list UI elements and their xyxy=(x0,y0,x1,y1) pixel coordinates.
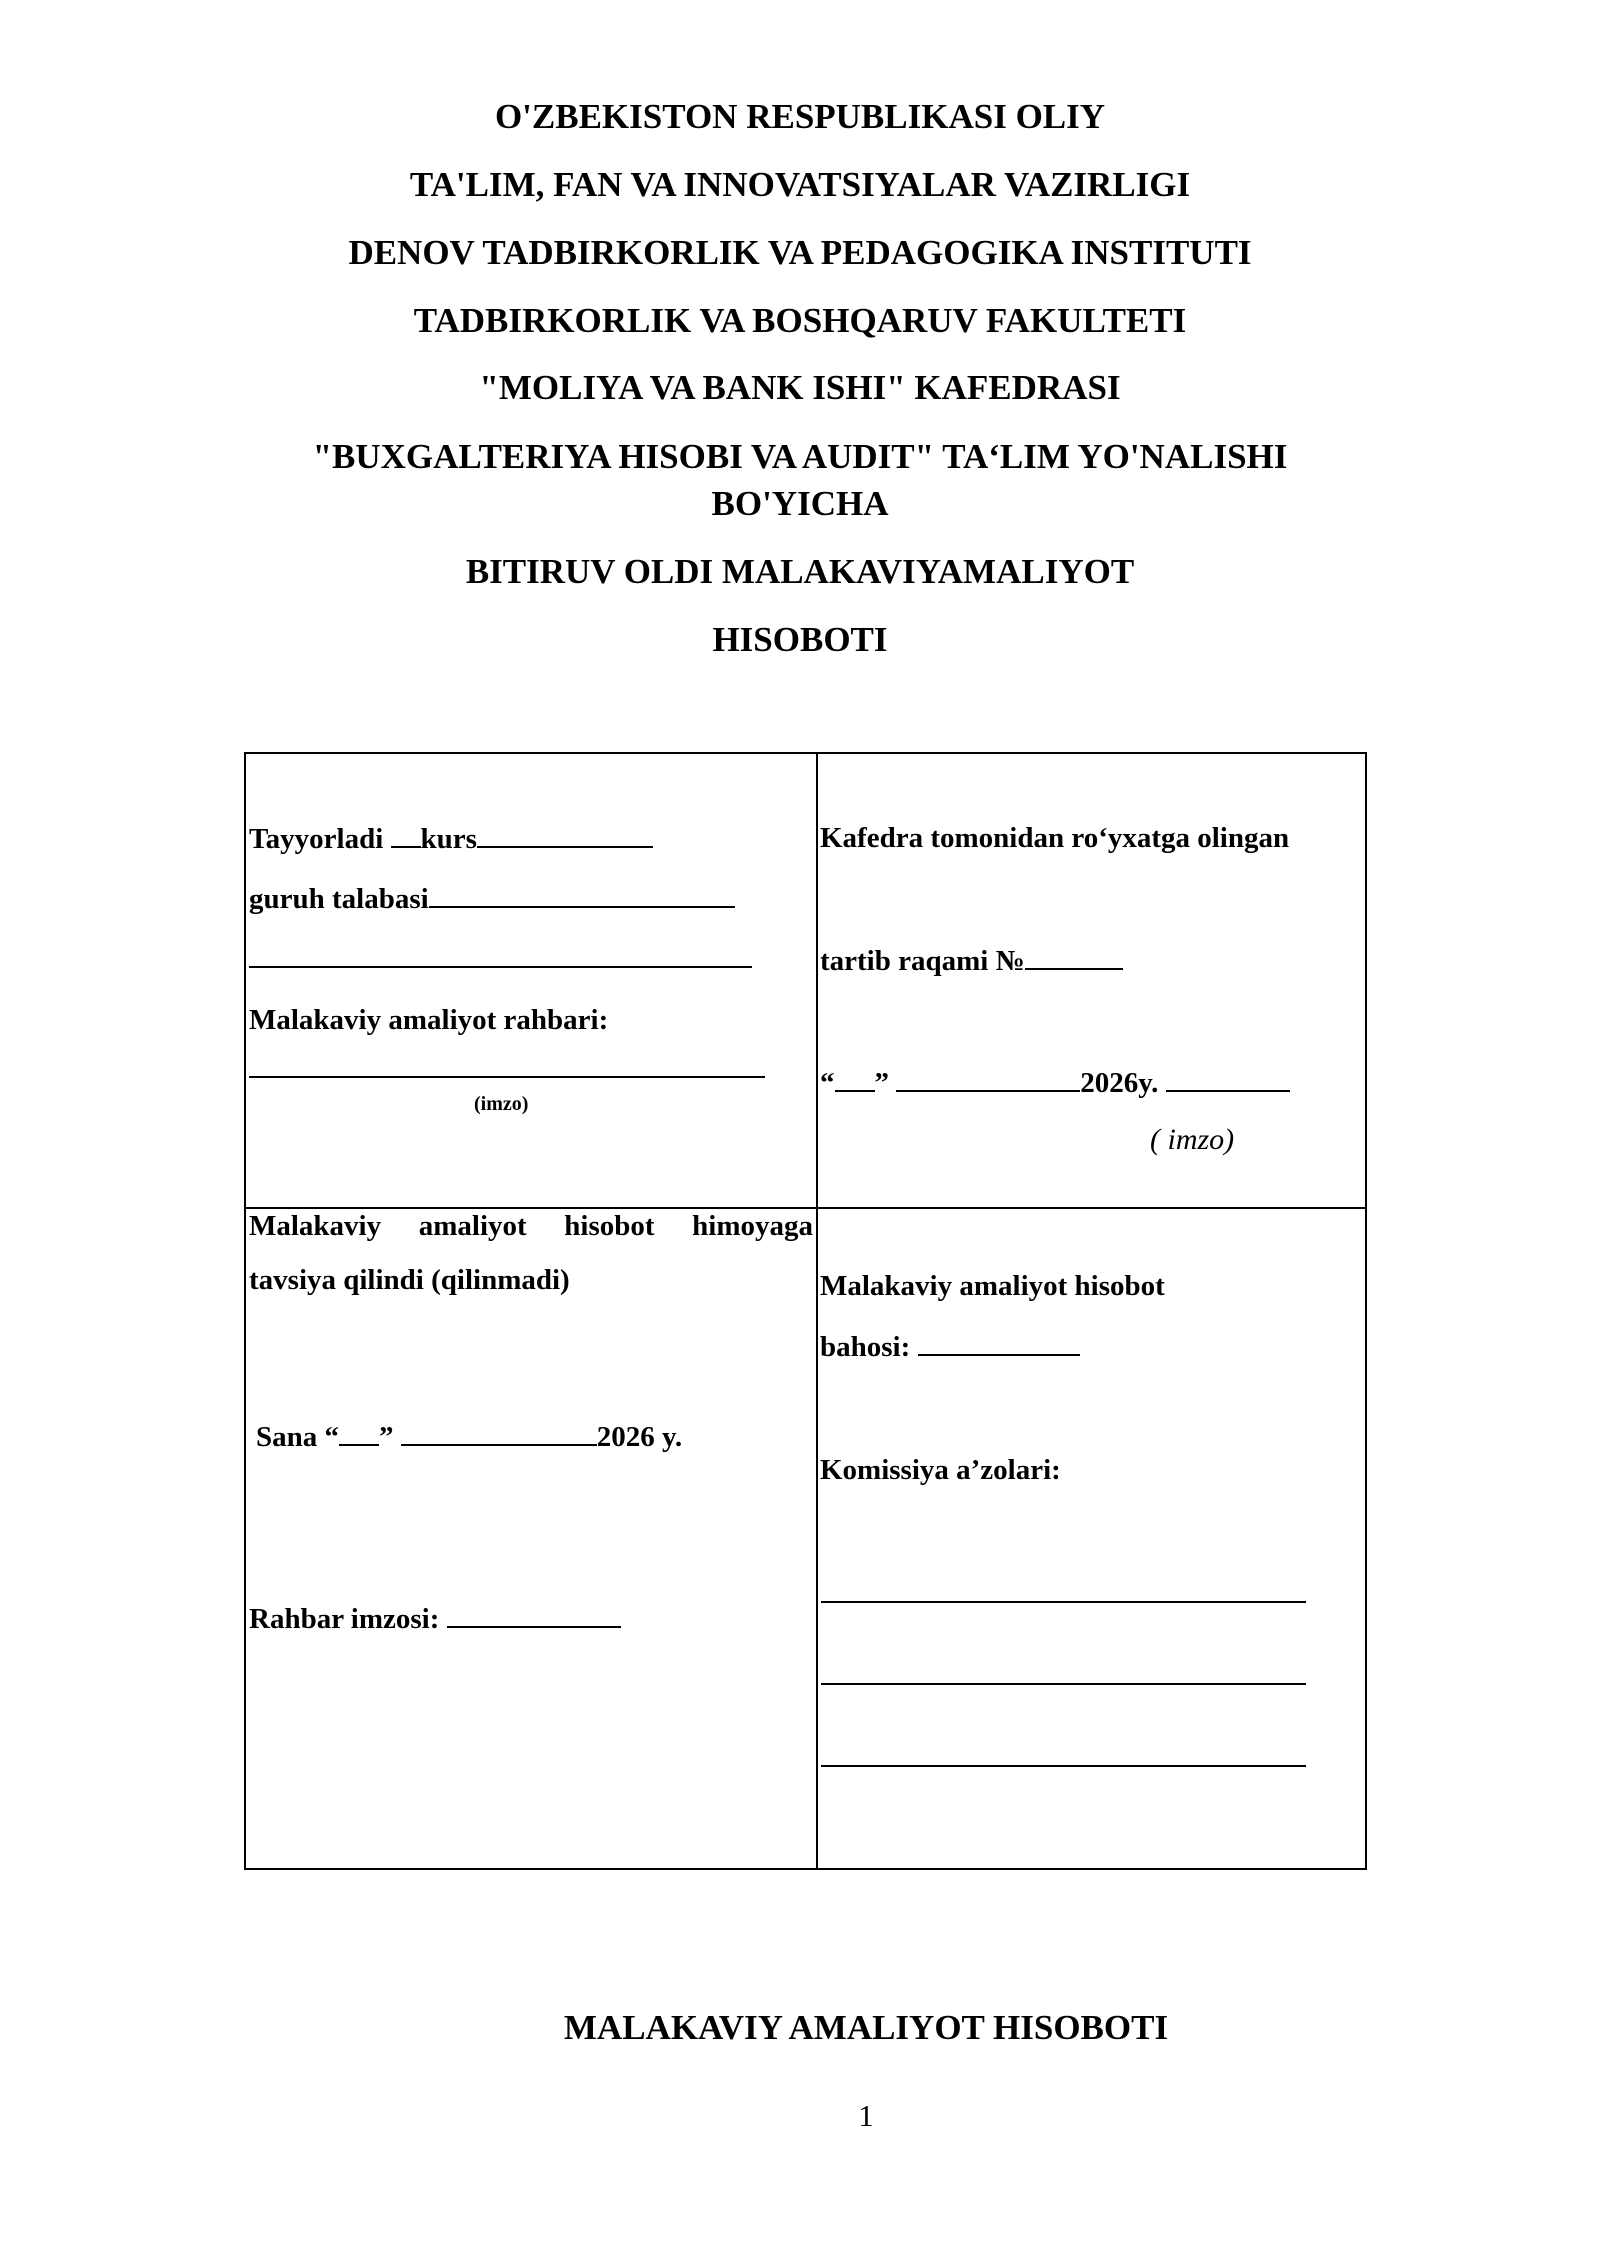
ministry-line-1: O'ZBEKISTON RESPUBLIKASI OLIY xyxy=(494,97,1106,136)
report-info-table xyxy=(244,752,1367,1870)
registration-day-blank[interactable] xyxy=(835,1064,875,1092)
prepared-by-line xyxy=(249,820,653,857)
supervisor-label: Malakaviy amaliyot rahbari: xyxy=(249,1004,609,1036)
commission-member-line-1[interactable] xyxy=(821,1601,1306,1603)
supervisor-signature-line[interactable] xyxy=(249,1076,765,1078)
grade-line xyxy=(820,1328,1080,1365)
defense-quote-close: ” xyxy=(379,1421,394,1453)
grade-label: bahosi: xyxy=(820,1331,911,1363)
commission-member-line-2[interactable] xyxy=(821,1683,1306,1685)
program-line-2: BO'YICHA xyxy=(711,484,889,523)
footer-title: MALAKAVIY AMALIYOT HISOBOTI xyxy=(563,2008,1169,2047)
order-number-line xyxy=(820,942,1123,979)
group-student-label: guruh talabasi xyxy=(249,883,429,915)
recommendation-line-2: tavsiya qilindi (qilinmadi) xyxy=(249,1264,570,1296)
page-number: 1 xyxy=(858,2098,874,2133)
defense-date-line xyxy=(256,1418,682,1455)
prepared-label: Tayyorladi xyxy=(249,823,384,855)
registration-year: 2026y. xyxy=(1080,1067,1159,1099)
course-label: kurs xyxy=(420,823,477,855)
registered-label: Kafedra tomonidan ro‘yxatga olingan xyxy=(820,822,1290,854)
defense-month-blank[interactable] xyxy=(401,1418,597,1446)
report-title-line-2: HISOBOTI xyxy=(712,620,888,659)
student-name-second-line[interactable] xyxy=(249,966,752,968)
order-number-blank[interactable] xyxy=(1025,942,1123,970)
student-name-blank[interactable] xyxy=(429,880,735,908)
supervisor-sign-blank[interactable] xyxy=(447,1600,621,1628)
institute-name: DENOV TADBIRKORLIK VA PEDAGOGIKA INSTITUTI xyxy=(348,233,1252,272)
registration-month-blank[interactable] xyxy=(896,1064,1080,1092)
commission-member-line-3[interactable] xyxy=(821,1765,1306,1767)
course-blank[interactable] xyxy=(391,820,421,848)
recommendation-line-1: Malakaviy amaliyot hisobot himoyaga xyxy=(249,1210,813,1242)
grade-label-line-1: Malakaviy amaliyot hisobot xyxy=(820,1270,1165,1302)
table-column-divider xyxy=(816,754,818,1868)
date-label: Sana “ xyxy=(256,1421,340,1453)
ministry-line-2: TA'LIM, FAN VA INNOVATSIYALAR VAZIRLIGI xyxy=(409,165,1191,204)
program-line-1: "BUXGALTERIYA HISOBI VA AUDIT" TA‘LIM YO'NALISHI xyxy=(312,437,1288,476)
supervisor-signature-caption: (imzo) xyxy=(474,1093,529,1115)
group-student-line xyxy=(249,880,735,917)
defense-day-blank[interactable] xyxy=(339,1418,379,1446)
date-quote-close: ” xyxy=(874,1067,889,1099)
registration-date-line xyxy=(820,1064,1290,1101)
supervisor-sign-line xyxy=(249,1600,621,1637)
registration-signature-caption: ( imzo) xyxy=(1150,1123,1235,1156)
report-title-line-1: BITIRUV OLDI MALAKAVIYAMALIYOT xyxy=(465,552,1135,591)
grade-blank[interactable] xyxy=(918,1328,1080,1356)
order-number-label: tartib raqami № xyxy=(820,945,1025,977)
course-after-blank[interactable] xyxy=(477,820,653,848)
date-quote-open: “ xyxy=(820,1067,835,1099)
department-name: "MOLIYA VA BANK ISHI" KAFEDRASI xyxy=(479,368,1121,407)
registration-signature-blank[interactable] xyxy=(1166,1064,1290,1092)
supervisor-sign-label: Rahbar imzosi: xyxy=(249,1603,440,1635)
faculty-name: TADBIRKORLIK VA BOSHQARUV FAKULTETI xyxy=(413,301,1187,340)
defense-year: 2026 y. xyxy=(596,1421,683,1453)
commission-label: Komissiya a’zolari: xyxy=(820,1454,1061,1486)
